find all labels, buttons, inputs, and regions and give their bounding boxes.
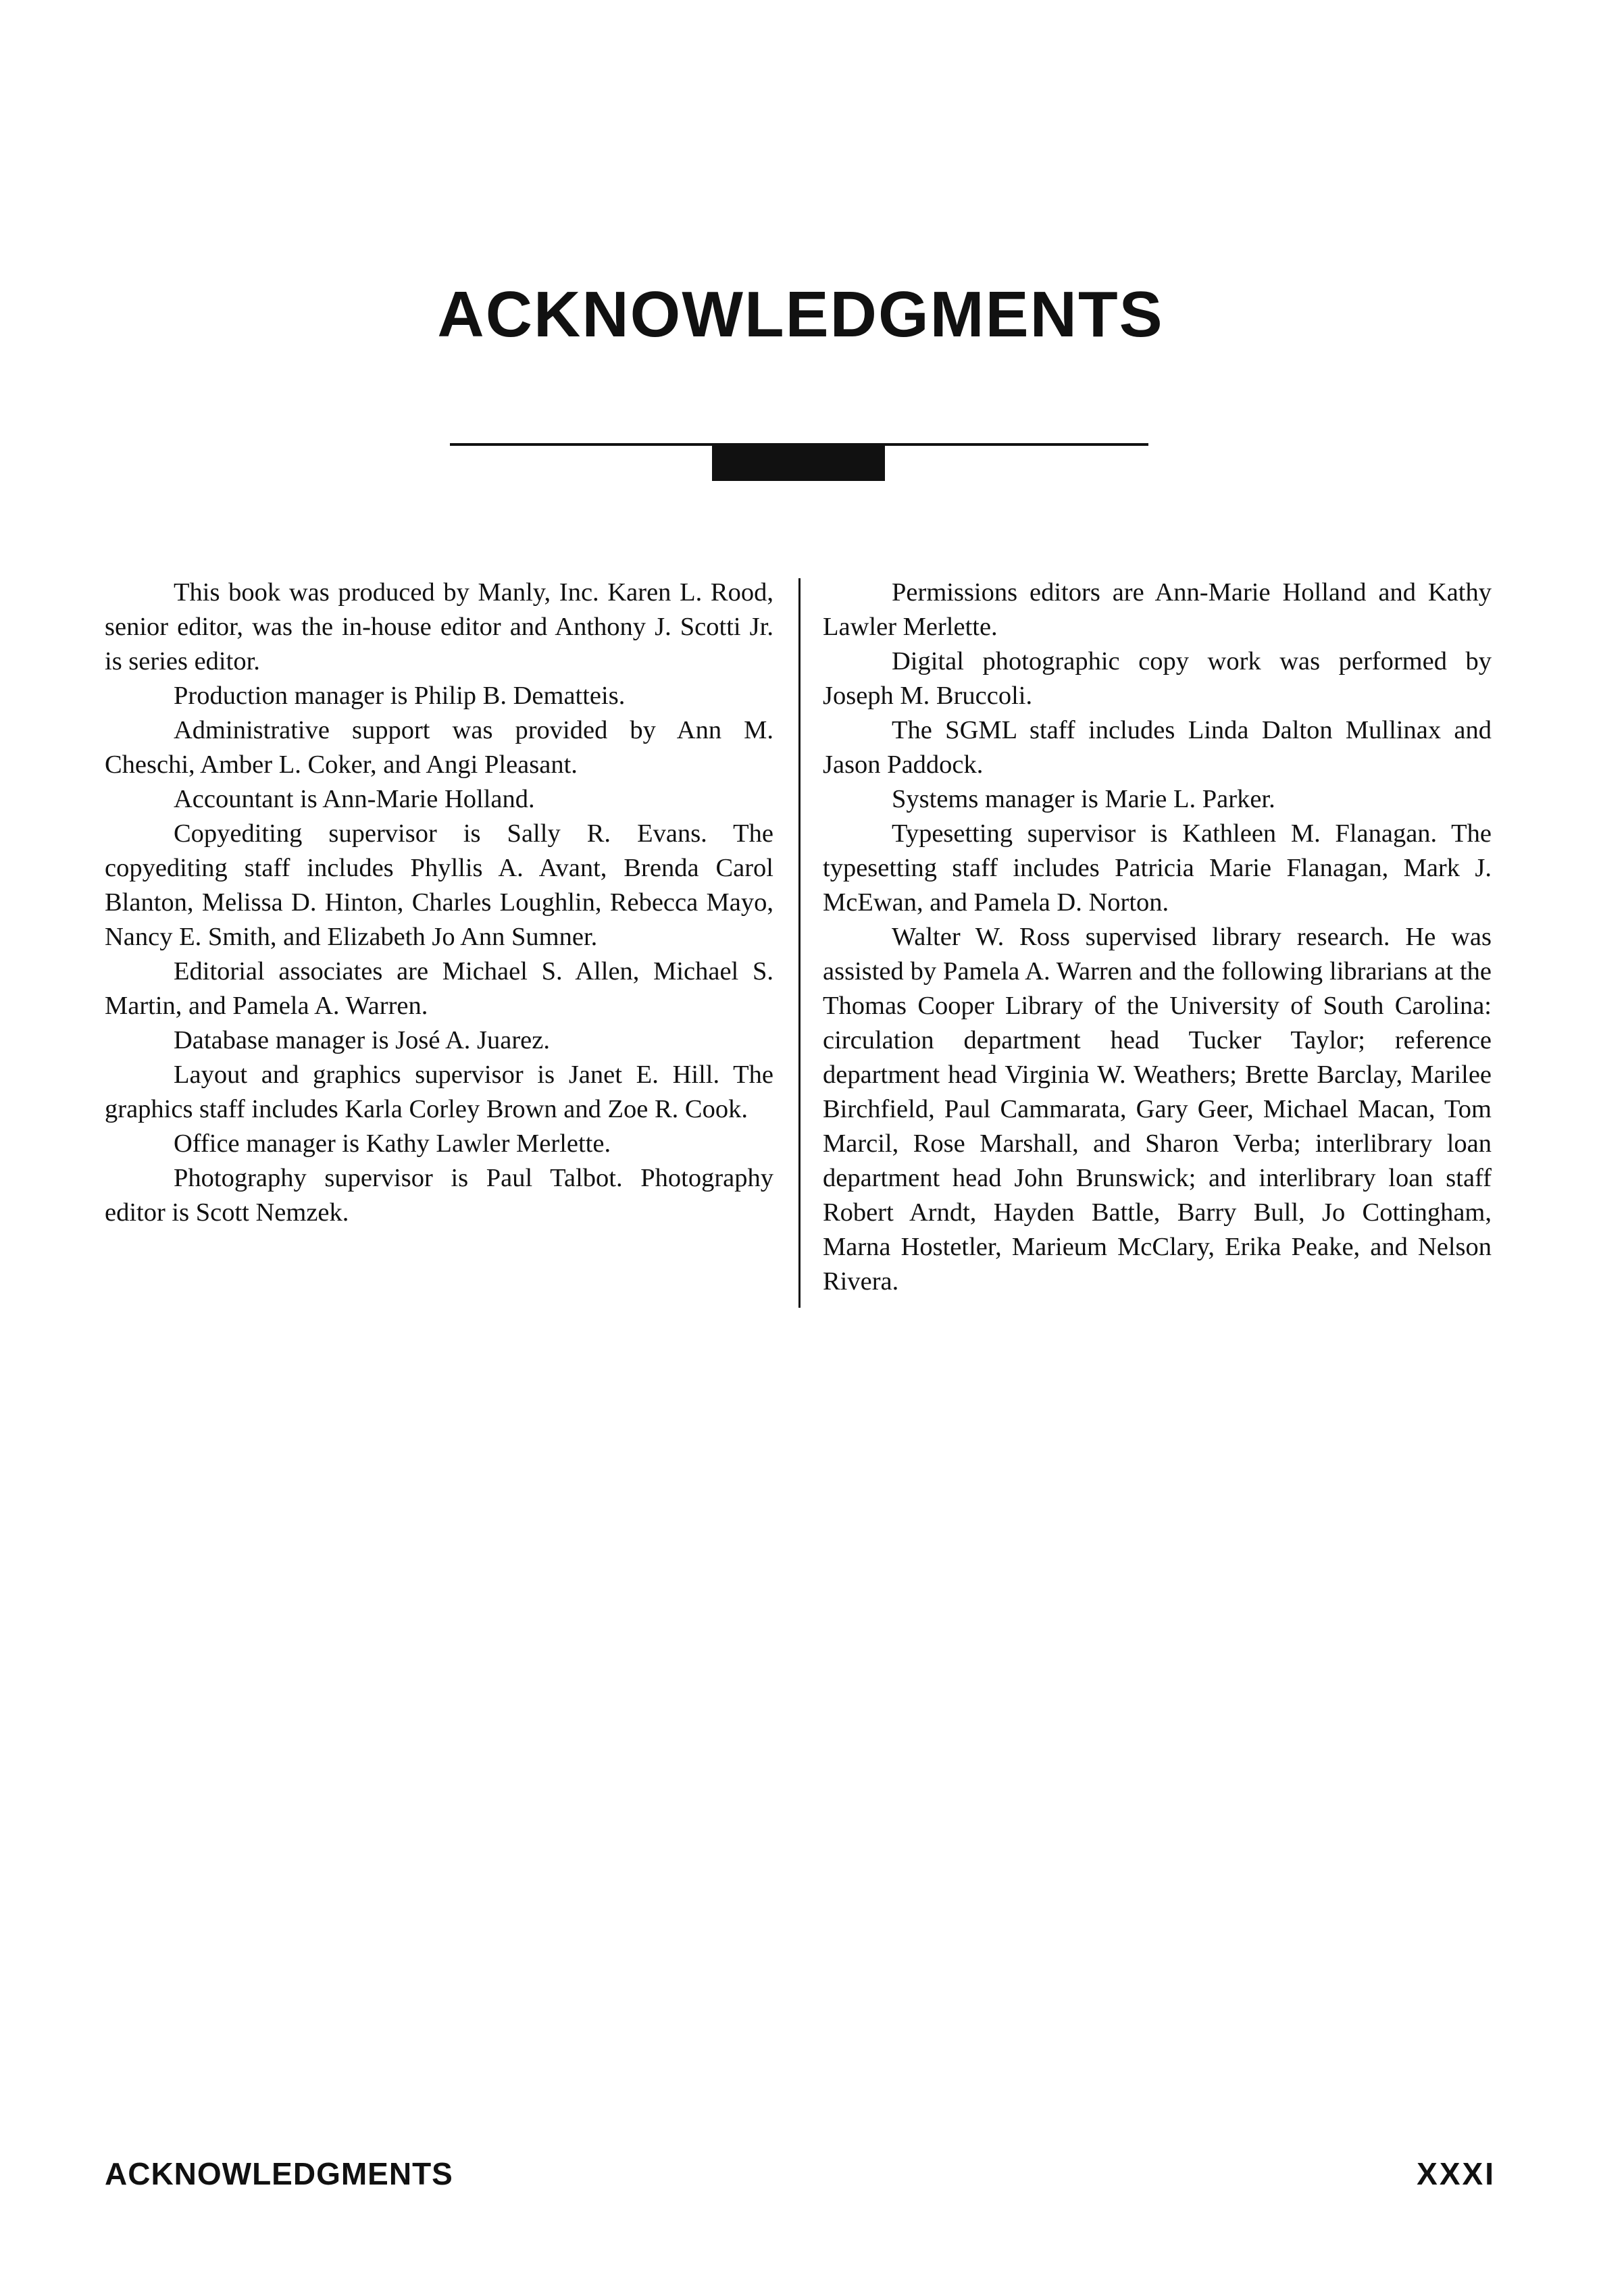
running-head: ACKNOWLEDGMENTS xyxy=(105,2156,453,2191)
paragraph: This book was produced by Manly, Inc. Karen L. Rood, senior editor, was the in-house editor and Anthony J. Scotti Jr. is series editor. xyxy=(105,578,773,675)
paragraph: The SGML staff includes Linda Dalton Mullinax and Jason Paddock. xyxy=(823,716,1492,779)
paragraph: Systems manager is Marie L. Parker. xyxy=(892,785,1275,813)
paragraph: Database manager is José A. Juarez. xyxy=(174,1026,550,1054)
paragraph: Production manager is Philip B. Dematteis. xyxy=(174,682,626,710)
column-divider xyxy=(798,578,800,1308)
paragraph: Copyediting supervisor is Sally R. Evans. The copyediting staff includes Phyllis A. Avant, Brenda Carol Blanton, Melissa D. Hinton, Charles Loughlin, Rebecca Mayo, Nancy E. Smith, and Elizabeth Jo Ann Sumner. xyxy=(105,819,773,951)
right-column xyxy=(823,576,1492,1299)
title-ornament-block xyxy=(712,446,885,481)
paragraph: Editorial associates are Michael S. Allen, Michael S. Martin, and Pamela A. Warren. xyxy=(105,957,773,1020)
paragraph: Layout and graphics supervisor is Janet E. Hill. The graphics staff includes Karla Corley Brown and Zoe R. Cook. xyxy=(105,1061,773,1123)
paragraph: Photography supervisor is Paul Talbot. Photography editor is Scott Nemzek. xyxy=(105,1164,773,1227)
page-number: XXXI xyxy=(1417,2156,1496,2191)
paragraph: Accountant is Ann-Marie Holland. xyxy=(174,785,535,813)
paragraph: Administrative support was provided by Ann M. Cheschi, Amber L. Coker, and Angi Pleasant. xyxy=(105,716,773,779)
paragraph: Permissions editors are Ann-Marie Holland and Kathy Lawler Merlette. xyxy=(823,578,1492,641)
page-title: ACKNOWLEDGMENTS xyxy=(437,278,1164,351)
paragraph: Walter W. Ross supervised library research. He was assisted by Pamela A. Warren and the following librarians at the Thomas Cooper Library of the University of South Carolina: circulation department head Tucker Taylor; reference department head Virginia W. Weathers; Brette Barclay, Marilee Birchfield, Paul Cammarata, Gary Geer, Michael Macan, Tom Marcil, Rose Marshall, and Sharon Verba; interlibrary loan department head John Brunswick; and interlibrary loan staff Robert Arndt, Hayden Battle, Barry Bull, Jo Cottingham, Marna Hostetler, Marieum McClary, Erika Peake, and Nelson Rivera. xyxy=(823,923,1492,1296)
paragraph: Digital photographic copy work was performed by Joseph M. Bruccoli. xyxy=(823,647,1492,710)
paragraph: Office manager is Kathy Lawler Merlette. xyxy=(174,1129,611,1158)
paragraph: Typesetting supervisor is Kathleen M. Flanagan. The typesetting staff includes Patricia Marie Flanagan, Mark J. McEwan, and Pamela D. Norton. xyxy=(823,819,1492,917)
left-column xyxy=(105,576,773,1230)
